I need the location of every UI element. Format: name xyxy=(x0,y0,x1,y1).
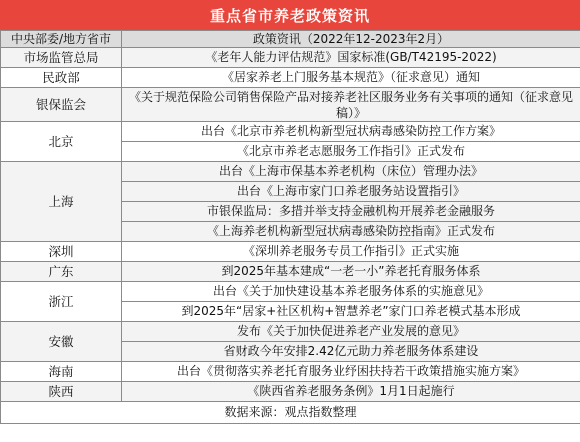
agency-cell: 上海 xyxy=(1,162,122,242)
policy-item-cell: 发布《关于加快促进养老产业发展的意见》 xyxy=(122,322,580,342)
policy-item-cell: 到2025年“居家+社区机构+智慧养老”家门口养老模式基本形成 xyxy=(122,302,580,322)
policy-item-cell: 出台《北京市养老机构新型冠状病毒感染防控工作方案》 xyxy=(122,122,580,142)
policy-item-cell: 《上海养老机构新型冠状病毒感染防控指南》正式发布 xyxy=(122,222,580,242)
column-header-agency: 中央部委/地方省市 xyxy=(1,31,122,48)
policy-table-body xyxy=(1,31,580,424)
agency-cell: 广东 xyxy=(1,262,122,282)
source-note: 数据来源：观点指数整理 xyxy=(1,402,580,424)
source-row xyxy=(1,402,580,424)
policy-item-cell: 《居家养老上门服务基本规范》（征求意见）通知 xyxy=(122,68,580,88)
policy-item-cell: 出台《上海市家门口养老服务站设置指引》 xyxy=(122,182,580,202)
policy-item-cell: 出台《上海市保基本养老机构（床位）管理办法》 xyxy=(122,162,580,182)
policy-item-cell: 《深圳养老服务专员工作指引》正式实施 xyxy=(122,242,580,262)
table-row xyxy=(1,68,580,88)
policy-item-cell: 《关于规范保险公司销售保险产品对接养老社区服务业务有关事项的通知（征求意见稿）》 xyxy=(122,88,580,122)
agency-cell: 海南 xyxy=(1,362,122,382)
table-row xyxy=(1,88,580,122)
agency-cell: 深圳 xyxy=(1,242,122,262)
policy-item-cell: 到2025年基本建成“一老一小”养老托育服务体系 xyxy=(122,262,580,282)
table-row xyxy=(1,382,580,402)
table-row xyxy=(1,162,580,182)
table-row xyxy=(1,362,580,382)
policy-item-cell: 出台《贯彻落实养老托育服务业纾困扶持若干政策措施实施方案》 xyxy=(122,362,580,382)
table-row xyxy=(1,282,580,302)
policy-item-cell: 《北京市养老志愿服务工作指引》正式发布 xyxy=(122,142,580,162)
agency-cell: 浙江 xyxy=(1,282,122,322)
column-header-policy: 政策资讯（2022年12-2023年2月） xyxy=(122,31,580,48)
table-row xyxy=(1,322,580,342)
agency-cell: 安徽 xyxy=(1,322,122,362)
page-title: 重点省市养老政策资讯 xyxy=(0,0,580,30)
policy-item-cell: 省财政今年安排2.42亿元助力养老服务体系建设 xyxy=(122,342,580,362)
table-row xyxy=(1,262,580,282)
policy-item-cell: 市银保监局：多措并举支持金融机构开展养老金融服务 xyxy=(122,202,580,222)
agency-cell: 市场监管总局 xyxy=(1,48,122,68)
policy-item-cell: 《陕西省养老服务条例》1月1日起施行 xyxy=(122,382,580,402)
policy-item-cell: 出台《关于加快建设基本养老服务体系的实施意见》 xyxy=(122,282,580,302)
policy-table xyxy=(0,30,580,424)
agency-cell: 民政部 xyxy=(1,68,122,88)
agency-cell: 北京 xyxy=(1,122,122,162)
agency-cell: 银保监会 xyxy=(1,88,122,122)
policy-item-cell: 《老年人能力评估规范》国家标准(GB/T42195-2022) xyxy=(122,48,580,68)
table-row xyxy=(1,242,580,262)
table-header-row xyxy=(1,31,580,48)
agency-cell: 陕西 xyxy=(1,382,122,402)
table-row xyxy=(1,122,580,142)
table-row xyxy=(1,48,580,68)
